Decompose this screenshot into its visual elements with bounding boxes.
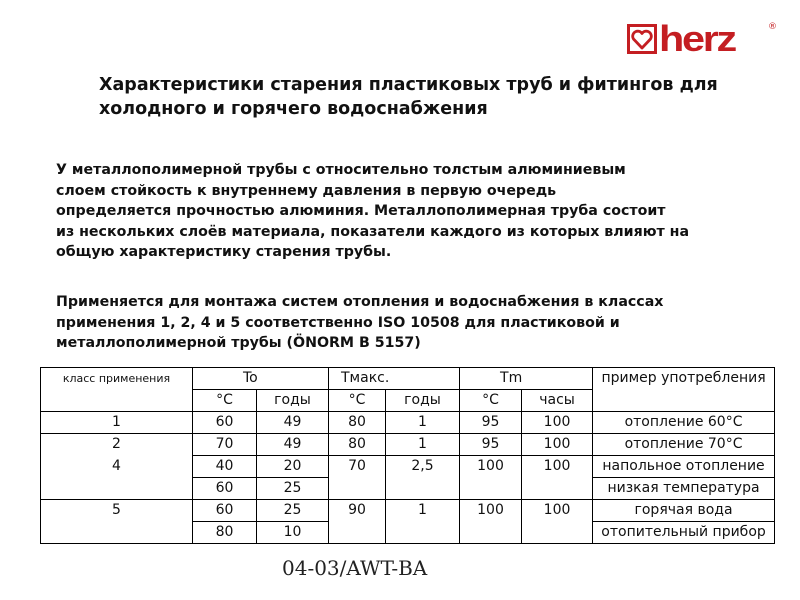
intro-paragraph: У металлополимерной трубы с относительно толстым алюминиевым слоем стойкость к внутреннему давления в первую очередь определяется прочностью алюминия. Металлополимерная труба состоит из нескольких слоёв материала, показатели каждого из которых влияют на общую характеристику старения трубы. bbox=[56, 162, 690, 260]
to-years-cell: 25 bbox=[257, 478, 329, 500]
tm-hours-cell: 100 bbox=[522, 500, 593, 544]
tmax-years-cell: 1 bbox=[386, 434, 460, 456]
tm-c-cell: 95 bbox=[460, 434, 522, 456]
herz-logo bbox=[627, 18, 777, 59]
to-c-cell: 60 bbox=[193, 478, 257, 500]
application-paragraph: Применяется для монтажа систем отопления и водоснабжения в классах применения 1, 2, 4 и 5 соответственно ISO 10508 для пластиковой и металлополимерной трубы (ÖNORM B 5157) bbox=[56, 294, 664, 351]
tm-hours-cell: 100 bbox=[522, 412, 593, 434]
example-cell: низкая температура bbox=[593, 478, 775, 500]
table-row bbox=[41, 500, 775, 522]
subheader-to-c: °C bbox=[193, 390, 257, 412]
class-cell: 4 bbox=[41, 456, 193, 478]
tm-hours-cell: 100 bbox=[522, 434, 593, 456]
example-cell: отопление 70°C bbox=[593, 434, 775, 456]
to-c-cell: 60 bbox=[193, 500, 257, 522]
tm-c-cell: 100 bbox=[460, 500, 522, 544]
to-years-cell: 49 bbox=[257, 412, 329, 434]
tmax-years-cell: 1 bbox=[386, 500, 460, 544]
header-to: To bbox=[193, 368, 329, 390]
document-code: 04-03/AWT-BA bbox=[282, 556, 428, 580]
subheader-tmax-years: годы bbox=[386, 390, 460, 412]
to-c-cell: 60 bbox=[193, 412, 257, 434]
table-row bbox=[41, 434, 775, 456]
example-cell: напольное отопление bbox=[593, 456, 775, 478]
tmax-years-cell: 2,5 bbox=[386, 456, 460, 500]
tm-c-cell: 100 bbox=[460, 456, 522, 500]
tmax-c-cell: 70 bbox=[329, 456, 386, 500]
tm-hours-cell: 100 bbox=[522, 456, 593, 500]
tm-c-cell: 95 bbox=[460, 412, 522, 434]
subheader-tm-hours: часы bbox=[522, 390, 593, 412]
table-header-row bbox=[41, 368, 775, 390]
class-cell: 2 bbox=[41, 434, 193, 456]
example-cell: отопление 60°C bbox=[593, 412, 775, 434]
to-c-cell: 40 bbox=[193, 456, 257, 478]
header-tm: Tm bbox=[460, 368, 593, 390]
tmax-years-cell: 1 bbox=[386, 412, 460, 434]
subheader-to-years: годы bbox=[257, 390, 329, 412]
page-title: Характеристики старения пластиковых труб и фитингов для холодного и горячего водоснабжения bbox=[99, 75, 718, 119]
header-tmax: Tмакс. bbox=[329, 368, 460, 390]
logo-wordmark: herz bbox=[659, 18, 735, 59]
header-example: пример употребления bbox=[593, 368, 775, 390]
example-cell: горячая вода bbox=[593, 500, 775, 522]
table-subheader-row bbox=[41, 390, 775, 412]
header-class: класс применения bbox=[41, 368, 193, 390]
to-years-cell: 25 bbox=[257, 500, 329, 522]
subheader-tm-c: °C bbox=[460, 390, 522, 412]
to-years-cell: 49 bbox=[257, 434, 329, 456]
class-cell: 5 bbox=[41, 500, 193, 544]
tmax-c-cell: 80 bbox=[329, 412, 386, 434]
tmax-c-cell: 90 bbox=[329, 500, 386, 544]
registered-mark: ® bbox=[768, 22, 777, 32]
to-c-cell: 80 bbox=[193, 522, 257, 544]
example-cell: отопительный прибор bbox=[593, 522, 775, 544]
tmax-c-cell: 80 bbox=[329, 434, 386, 456]
to-c-cell: 70 bbox=[193, 434, 257, 456]
table-row bbox=[41, 456, 775, 478]
class-cell: 1 bbox=[41, 412, 193, 434]
subheader-tmax-c: °C bbox=[329, 390, 386, 412]
heart-in-square-icon bbox=[627, 24, 657, 54]
to-years-cell: 20 bbox=[257, 456, 329, 478]
to-years-cell: 10 bbox=[257, 522, 329, 544]
application-classes-table bbox=[40, 367, 775, 544]
table-row bbox=[41, 412, 775, 434]
